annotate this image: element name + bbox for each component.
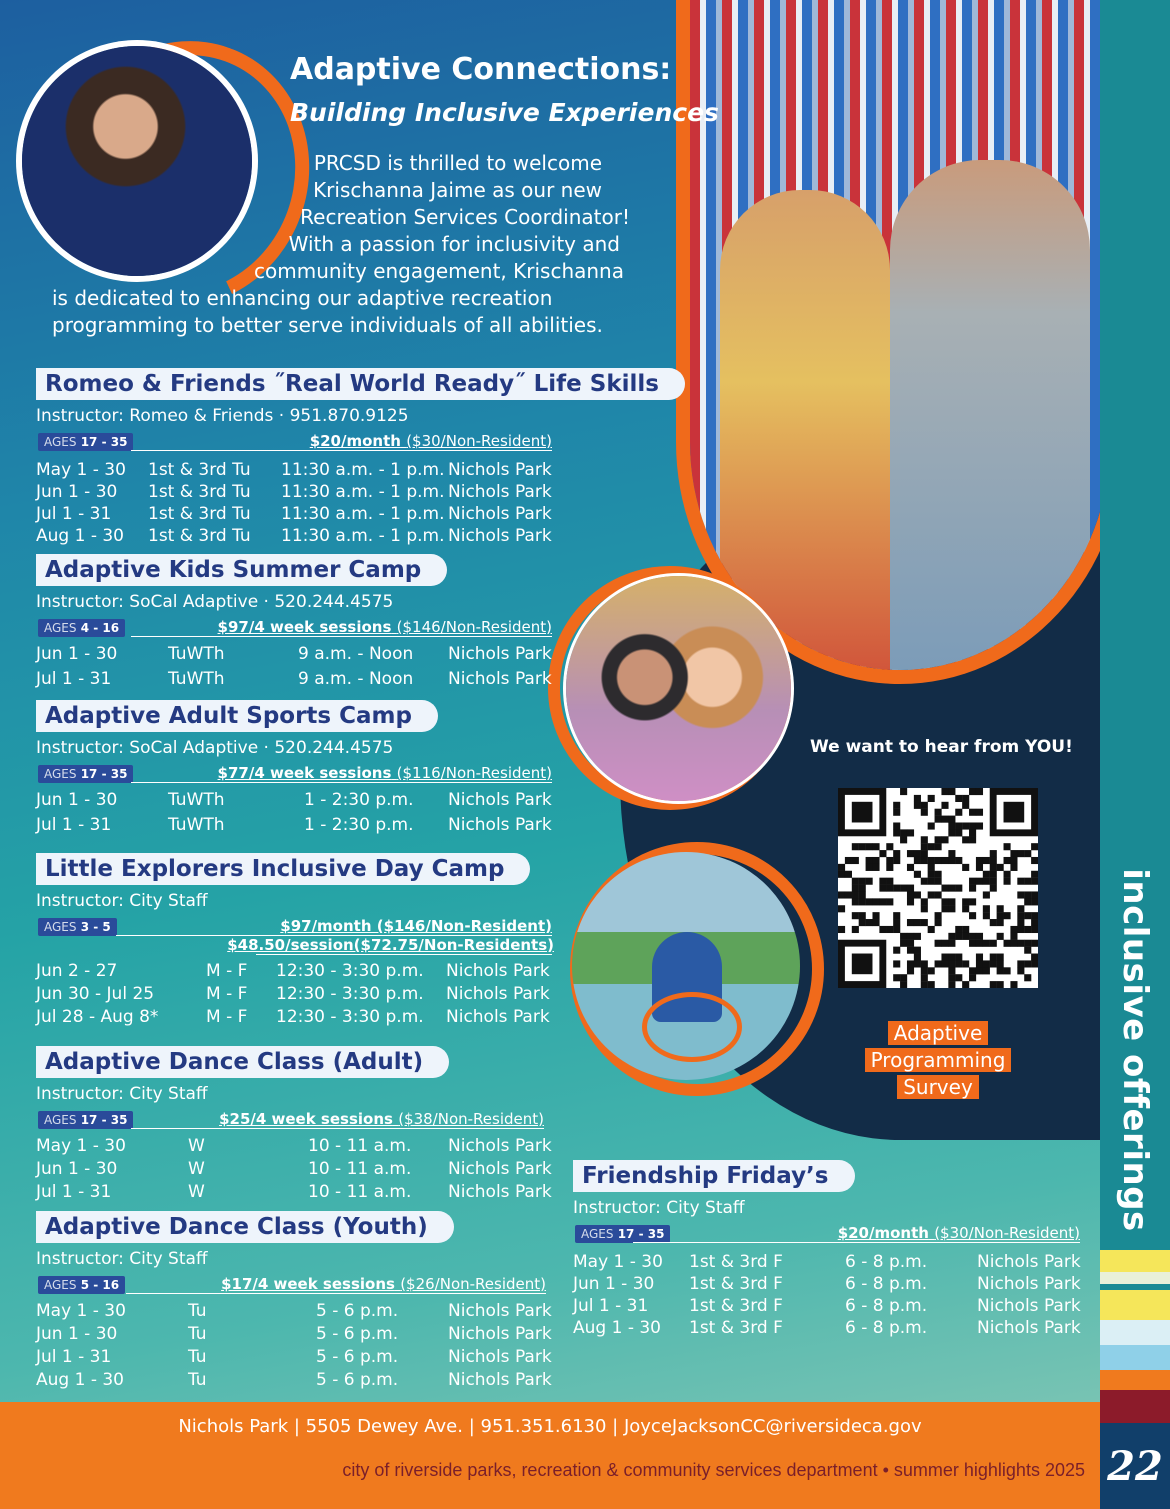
schedule-days: M - F (206, 961, 248, 981)
schedule-days: Tu (188, 1324, 207, 1344)
page-title: Adaptive Connections: (290, 52, 672, 87)
decorative-stripe (1100, 1345, 1170, 1370)
sidebar-label-text: inclusive offerings (1115, 868, 1155, 1232)
program-title: Adaptive Dance Class (Adult) (36, 1046, 449, 1078)
schedule-time: 5 - 6 p.m. (316, 1370, 399, 1390)
schedule-days: Tu (188, 1370, 207, 1390)
schedule-days: W (188, 1182, 205, 1202)
schedule-time: 6 - 8 p.m. (845, 1274, 928, 1294)
schedule-days: Tu (188, 1301, 207, 1321)
schedule-time: 11:30 a.m. - 1 p.m. (281, 482, 445, 502)
program-instructor: Instructor: Romeo & Friends · 951.870.9125 (36, 406, 409, 426)
schedule-location: Nichols Park (448, 1324, 552, 1344)
schedule-location: Nichols Park (448, 1301, 552, 1321)
photo-wheelchair-sports (572, 852, 800, 1080)
schedule-row (36, 644, 556, 666)
schedule-location: Nichols Park (448, 1347, 552, 1367)
schedule-location: Nichols Park (448, 790, 552, 810)
photo-two-girls-hug (566, 576, 791, 801)
price-resident: $97/4 week sessions (217, 618, 392, 636)
schedule-dates: Jun 1 - 30 (573, 1274, 655, 1294)
ages-range: 5 - 16 (80, 1278, 120, 1292)
schedule-days: 1st & 3rd F (689, 1252, 783, 1272)
intro-line: PRCSD is thrilled to welcome (313, 151, 602, 175)
program-price (218, 618, 552, 636)
price-non-resident: ($38/Non-Resident) (398, 1110, 544, 1128)
schedule-time: 12:30 - 3:30 p.m. (276, 961, 424, 981)
price-resident: $97/month ($146/Non-Resident) (280, 917, 552, 935)
ages-range: 4 - 16 (80, 621, 120, 635)
schedule-dates: Jun 2 - 27 (36, 961, 118, 981)
program-price-session: $48.50/session($72.75/Non-Residents) (227, 936, 554, 954)
page-number: 22 (1100, 1423, 1170, 1509)
ages-badge (38, 918, 117, 936)
price-resident: $17/4 week sessions (221, 1275, 395, 1293)
schedule-time: 6 - 8 p.m. (845, 1318, 928, 1338)
ages-badge (38, 1111, 133, 1129)
portrait-krischanna-jaime (22, 46, 252, 276)
schedule-days: 1st & 3rd Tu (148, 482, 251, 502)
program-title: Adaptive Adult Sports Camp (36, 700, 438, 732)
program-price (218, 764, 552, 782)
decorative-stripe (1100, 1250, 1170, 1272)
price-underline (126, 1293, 546, 1294)
schedule-row (36, 961, 556, 983)
ages-badge (575, 1225, 670, 1243)
price-resident: $20/month (309, 432, 401, 450)
survey-qr-code[interactable] (838, 788, 1038, 988)
schedule-location: Nichols Park (448, 1370, 552, 1390)
schedule-location: Nichols Park (448, 1159, 552, 1179)
schedule-time: 9 a.m. - Noon (298, 669, 414, 689)
price-underline (131, 636, 552, 637)
footer-contact: Nichols Park | 5505 Dewey Ave. | 951.351.6130 | JoyceJacksonCC@riversideca.gov (178, 1416, 922, 1437)
schedule-time: 1 - 2:30 p.m. (304, 790, 414, 810)
schedule-days: W (188, 1159, 205, 1179)
price-non-resident: ($116/Non-Resident) (396, 764, 552, 782)
ages-label: AGES (44, 920, 77, 934)
decorative-stripe (1100, 1272, 1170, 1284)
schedule-location: Nichols Park (446, 961, 550, 981)
schedule-location: Nichols Park (446, 984, 550, 1004)
schedule-row (36, 1136, 556, 1158)
program-instructor: Instructor: City Staff (573, 1198, 745, 1218)
program-price (838, 1224, 1080, 1242)
ages-badge (38, 433, 133, 451)
price-resident: $25/4 week sessions (219, 1110, 393, 1128)
ages-badge (38, 619, 125, 637)
schedule-time: 12:30 - 3:30 p.m. (276, 1007, 424, 1027)
ages-label: AGES (581, 1227, 614, 1241)
schedule-dates: Jun 30 - Jul 25 (36, 984, 155, 1004)
price-non-resident: ($30/Non-Resident) (934, 1224, 1080, 1242)
schedule-dates: Jul 1 - 31 (36, 815, 112, 835)
survey-label-line: Programming (865, 1048, 1012, 1072)
schedule-row (36, 1370, 556, 1392)
schedule-row (573, 1274, 1093, 1296)
price-resident: $20/month (837, 1224, 929, 1242)
schedule-dates: Aug 1 - 30 (36, 1370, 124, 1390)
schedule-dates: Jul 1 - 31 (36, 1182, 112, 1202)
schedule-row (36, 504, 556, 526)
program-price (280, 917, 552, 935)
intro-line: With a passion for inclusivity and (288, 232, 620, 256)
price-underline (256, 954, 552, 955)
schedule-location: Nichols Park (448, 1136, 552, 1156)
schedule-time: 12:30 - 3:30 p.m. (276, 984, 424, 1004)
intro-line: Recreation Services Coordinator! (300, 205, 630, 229)
ages-range: 17 - 35 (80, 1113, 128, 1127)
schedule-time: 6 - 8 p.m. (845, 1296, 928, 1316)
schedule-row (36, 526, 556, 548)
schedule-days: 1st & 3rd Tu (148, 526, 251, 546)
schedule-row (36, 1007, 556, 1029)
price-non-resident: ($26/Non-Resident) (400, 1275, 546, 1293)
schedule-days: Tu (188, 1347, 207, 1367)
schedule-time: 11:30 a.m. - 1 p.m. (281, 504, 445, 524)
ages-range: 3 - 5 (80, 920, 111, 934)
schedule-dates: Jun 1 - 30 (36, 790, 118, 810)
schedule-row (36, 669, 556, 691)
intro-line: community engagement, Krischanna (254, 259, 624, 283)
ages-label: AGES (44, 767, 77, 781)
schedule-dates: Jun 1 - 30 (36, 1159, 118, 1179)
schedule-days: 1st & 3rd F (689, 1296, 783, 1316)
schedule-row (573, 1252, 1093, 1274)
schedule-dates: Jul 28 - Aug 8* (36, 1007, 159, 1027)
schedule-dates: Jul 1 - 31 (36, 1347, 112, 1367)
schedule-dates: Jun 1 - 30 (36, 482, 118, 502)
schedule-location: Nichols Park (448, 815, 552, 835)
schedule-row (36, 460, 556, 482)
intro-line: programming to better serve individuals of all abilities. (52, 313, 603, 337)
ages-badge (38, 1276, 125, 1294)
schedule-days: M - F (206, 984, 248, 1004)
decorative-stripe (1100, 1390, 1170, 1423)
schedule-dates: Jul 1 - 31 (573, 1296, 649, 1316)
schedule-dates: Aug 1 - 30 (573, 1318, 661, 1338)
schedule-time: 6 - 8 p.m. (845, 1252, 928, 1272)
schedule-time: 10 - 11 a.m. (308, 1182, 412, 1202)
schedule-days: 1st & 3rd Tu (148, 504, 251, 524)
schedule-dates: May 1 - 30 (36, 460, 126, 480)
price-underline (633, 1242, 1080, 1243)
schedule-days: TuWTh (168, 669, 225, 689)
ages-badge (38, 765, 133, 783)
schedule-row (36, 815, 556, 837)
decorative-stripe (1100, 1290, 1170, 1320)
schedule-time: 11:30 a.m. - 1 p.m. (281, 460, 445, 480)
program-instructor: Instructor: City Staff (36, 891, 208, 911)
program-title: Friendship Friday’s (573, 1160, 855, 1192)
survey-prompt: We want to hear from YOU! (810, 737, 1073, 757)
schedule-location: Nichols Park (448, 504, 552, 524)
schedule-row (573, 1296, 1093, 1318)
intro-line: is dedicated to enhancing our adaptive recreation (52, 286, 553, 310)
ages-label: AGES (44, 1278, 77, 1292)
schedule-time: 10 - 11 a.m. (308, 1136, 412, 1156)
price-underline (131, 450, 552, 451)
price-underline (131, 782, 552, 783)
schedule-location: Nichols Park (448, 526, 552, 546)
schedule-location: Nichols Park (448, 1182, 552, 1202)
program-title: Adaptive Dance Class (Youth) (36, 1211, 454, 1243)
schedule-dates: Jun 1 - 30 (36, 1324, 118, 1344)
schedule-time: 1 - 2:30 p.m. (304, 815, 414, 835)
schedule-dates: May 1 - 30 (36, 1136, 126, 1156)
price-underline (131, 1128, 544, 1129)
schedule-days: 1st & 3rd F (689, 1274, 783, 1294)
schedule-time: 10 - 11 a.m. (308, 1159, 412, 1179)
schedule-row (36, 1347, 556, 1369)
price-non-resident: ($30/Non-Resident) (406, 432, 552, 450)
program-instructor: Instructor: City Staff (36, 1249, 208, 1269)
program-price (310, 432, 552, 450)
schedule-location: Nichols Park (977, 1296, 1081, 1316)
program-instructor: Instructor: City Staff (36, 1084, 208, 1104)
schedule-time: 5 - 6 p.m. (316, 1347, 399, 1367)
price-non-resident: ($146/Non-Resident) (396, 618, 552, 636)
program-instructor: Instructor: SoCal Adaptive · 520.244.4575 (36, 738, 394, 758)
schedule-dates: May 1 - 30 (573, 1252, 663, 1272)
schedule-row (36, 1301, 556, 1323)
schedule-location: Nichols Park (446, 1007, 550, 1027)
schedule-row (573, 1318, 1093, 1340)
schedule-days: TuWTh (168, 644, 225, 664)
ages-label: AGES (44, 1113, 77, 1127)
schedule-location: Nichols Park (448, 460, 552, 480)
program-title: Little Explorers Inclusive Day Camp (36, 853, 530, 885)
survey-label-line: Adaptive (888, 1021, 989, 1045)
survey-link-label[interactable] (858, 1020, 1018, 1101)
schedule-location: Nichols Park (448, 482, 552, 502)
schedule-days: W (188, 1136, 205, 1156)
decorative-stripe (1100, 1370, 1170, 1390)
ages-range: 17 - 35 (80, 767, 128, 781)
schedule-time: 11:30 a.m. - 1 p.m. (281, 526, 445, 546)
survey-label-line: Survey (897, 1075, 979, 1099)
schedule-dates: Aug 1 - 30 (36, 526, 124, 546)
schedule-row (36, 482, 556, 504)
ages-range: 17 - 35 (80, 435, 128, 449)
photo-two-women-festive (690, 0, 1110, 670)
schedule-days: TuWTh (168, 815, 225, 835)
schedule-time: 9 a.m. - Noon (298, 644, 414, 664)
schedule-location: Nichols Park (448, 669, 552, 689)
schedule-days: 1st & 3rd F (689, 1318, 783, 1338)
sidebar-section-label (1100, 860, 1170, 1240)
schedule-row (36, 984, 556, 1006)
schedule-days: TuWTh (168, 790, 225, 810)
schedule-dates: Jun 1 - 30 (36, 644, 118, 664)
schedule-row (36, 790, 556, 812)
schedule-dates: Jul 1 - 31 (36, 669, 112, 689)
schedule-time: 5 - 6 p.m. (316, 1301, 399, 1321)
schedule-dates: Jul 1 - 31 (36, 504, 112, 524)
schedule-location: Nichols Park (448, 644, 552, 664)
program-title: Adaptive Kids Summer Camp (36, 554, 447, 586)
intro-line: Krischanna Jaime as our new (313, 178, 602, 202)
schedule-days: M - F (206, 1007, 248, 1027)
footer-tagline: city of riverside parks, recreation & community services department • summer highlights 2025 (342, 1460, 1085, 1480)
ages-label: AGES (44, 435, 77, 449)
schedule-row (36, 1324, 556, 1346)
schedule-location: Nichols Park (977, 1318, 1081, 1338)
ages-label: AGES (44, 621, 77, 635)
page-subtitle: Building Inclusive Experiences (290, 98, 719, 127)
price-resident: $77/4 week sessions (217, 764, 392, 782)
schedule-row (36, 1182, 556, 1204)
program-instructor: Instructor: SoCal Adaptive · 520.244.4575 (36, 592, 394, 612)
schedule-days: 1st & 3rd Tu (148, 460, 251, 480)
decorative-stripe (1100, 1320, 1170, 1345)
schedule-location: Nichols Park (977, 1274, 1081, 1294)
program-price (221, 1275, 546, 1293)
schedule-row (36, 1159, 556, 1181)
schedule-dates: May 1 - 30 (36, 1301, 126, 1321)
schedule-time: 5 - 6 p.m. (316, 1324, 399, 1344)
program-price (219, 1110, 544, 1128)
program-title: Romeo & Friends ˝Real World Ready˝ Life Skills (36, 368, 685, 400)
schedule-location: Nichols Park (977, 1252, 1081, 1272)
ages-range: 17 - 35 (617, 1227, 665, 1241)
